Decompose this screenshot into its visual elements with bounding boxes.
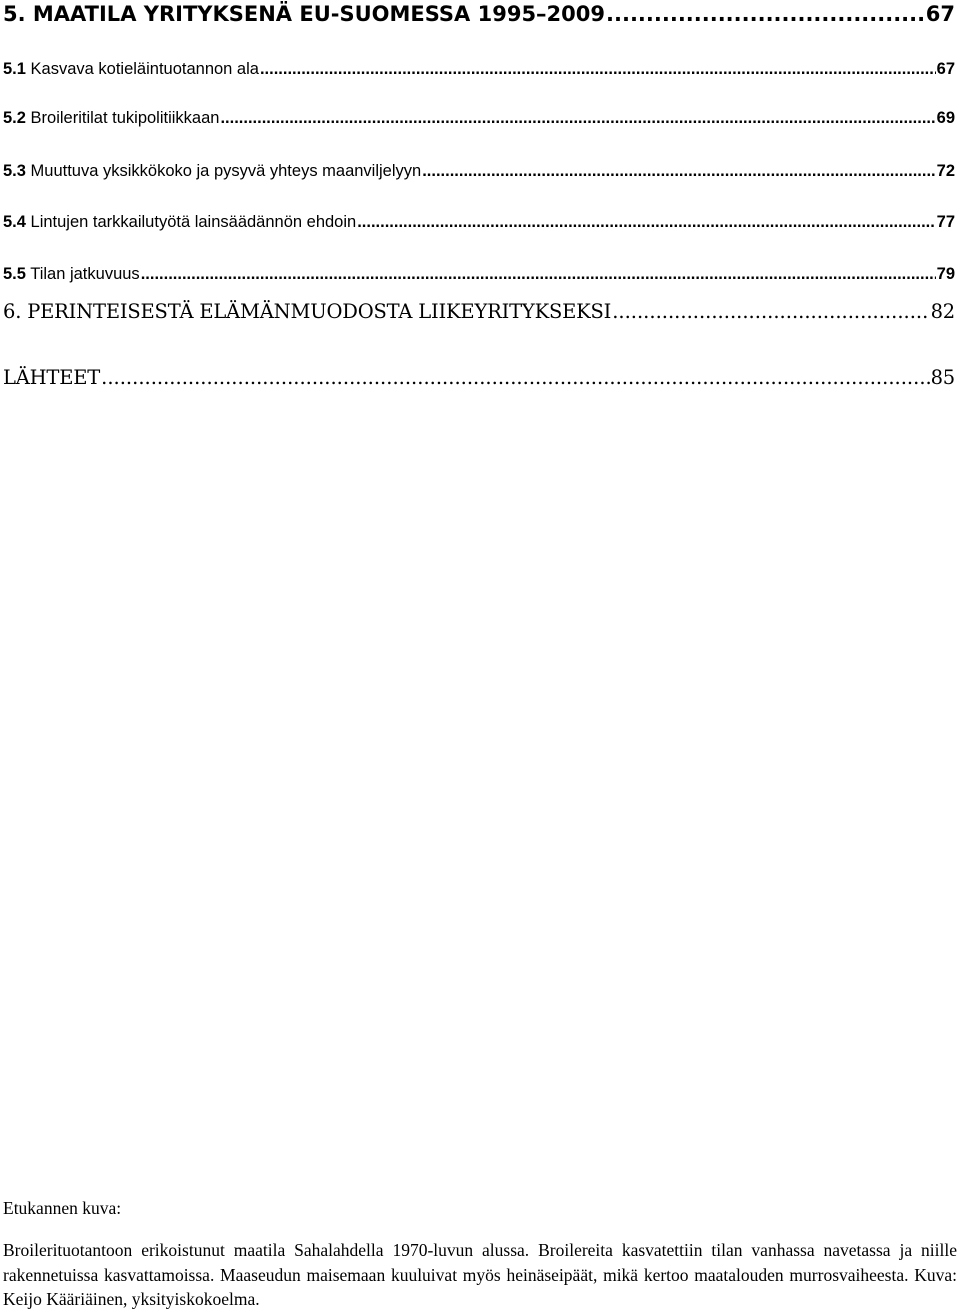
toc-entry-page: 67 — [936, 60, 955, 78]
toc-entry-page: 69 — [936, 109, 955, 127]
toc-dot-leader — [141, 263, 936, 285]
toc-dot-leader — [422, 160, 935, 182]
toc-entry-page: 82 — [930, 300, 955, 323]
toc-entry-chapter-6[interactable] — [3, 298, 955, 326]
toc-entry-page: 67 — [925, 2, 955, 26]
toc-entry-page: 77 — [936, 213, 955, 231]
toc-entry-section-5-2[interactable] — [3, 107, 955, 129]
toc-dot-leader — [612, 298, 929, 326]
toc-entry-section-5-3[interactable] — [3, 160, 955, 182]
toc-dot-leader — [101, 364, 929, 392]
toc-entry-label: 5.5 Tilan jatkuvuus — [3, 265, 140, 283]
toc-entry-label: 5.1 Kasvava kotieläintuotannon ala — [3, 60, 259, 78]
toc-entry-sources[interactable] — [3, 364, 955, 392]
toc-entry-chapter-5[interactable] — [3, 0, 955, 28]
toc-entry-label: 5.3 Muuttuva yksikkökoko ja pysyvä yhteys maanviljelyyn — [3, 162, 422, 180]
toc-entry-label: 5. MAATILA YRITYKSENÄ EU-SUOMESSA 1995–2009 — [3, 2, 606, 26]
toc-entry-section-5-1[interactable] — [3, 58, 955, 80]
toc-dot-leader — [357, 211, 935, 233]
toc-entry-page: 72 — [936, 162, 955, 180]
toc-entry-page: 79 — [936, 265, 955, 283]
cover-image-heading: Etukannen kuva: — [3, 1198, 122, 1218]
toc-entry-label: LÄHTEET — [3, 366, 101, 389]
toc-entry-label: 6. PERINTEISESTÄ ELÄMÄNMUODOSTA LIIKEYRITYKSEKSI — [3, 300, 612, 323]
toc-dot-leader — [260, 58, 936, 80]
toc-entry-label: 5.4 Lintujen tarkkailutyötä lainsäädännön ehdoin — [3, 213, 357, 231]
cover-image-caption: Broilerituotantoon erikoistunut maatila Sahalahdella 1970-luvun alussa. Broilereita kasvatettiin tilan vanhassa navetassa ja niille rakennetuissa kasvattamoissa. Maaseudun maisemaan kuuluivat myös heinäseipäät, mikä kertoo maatalouden murrosvaiheesta. Kuva: Keijo Kääriäinen, yksityiskokoelma. — [3, 1240, 957, 1309]
toc-entry-section-5-4[interactable] — [3, 211, 955, 233]
toc-entry-section-5-5[interactable] — [3, 263, 955, 285]
toc-dot-leader — [220, 107, 935, 129]
toc-entry-label: 5.2 Broileritilat tukipolitiikkaan — [3, 109, 220, 127]
toc-entry-page: 85 — [930, 366, 955, 389]
toc-dot-leader — [606, 0, 925, 28]
